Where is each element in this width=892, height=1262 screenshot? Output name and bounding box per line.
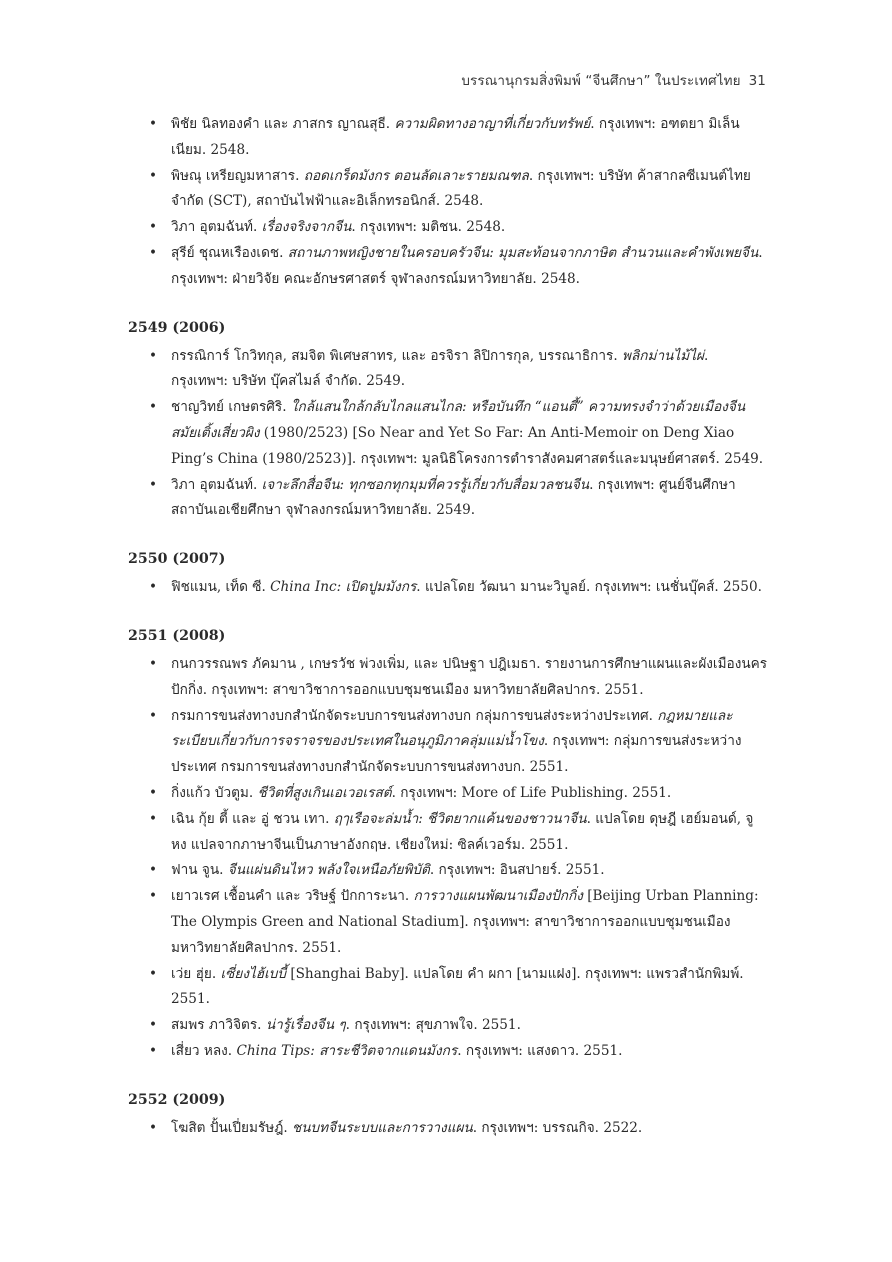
bibliography-entry — [128, 858, 768, 884]
year-section — [128, 112, 768, 293]
running-header — [461, 69, 766, 91]
bullet-icon: • — [149, 347, 158, 364]
year-heading: 2552 (2009) — [128, 1091, 226, 1108]
entry-title: การวางแผนพัฒนาเมืองปักกิ่ง — [413, 888, 583, 905]
bullet-icon: • — [149, 784, 158, 801]
entry-title: ความผิดทางอาญาที่เกี่ยวกับทรัพย์ — [394, 116, 591, 132]
bibliography-entry — [128, 704, 768, 781]
entry-author: กรรณิการ์ โกวิทกุล, สมจิต พิเศษสาทร, และ อรจิรา ลิปิการกุล, บรรณาธิการ. — [171, 347, 622, 364]
bibliography-entry — [128, 1039, 768, 1065]
bibliography-entry — [128, 575, 768, 601]
bullet-icon: • — [149, 862, 158, 879]
entry-title: ชนบทจีนระบบและการวางแผน — [292, 1119, 473, 1136]
entry-author: เฉิน กุ้ย ตี้ และ อู่ ชวน เทา. — [171, 810, 334, 827]
entry-title: เซี่ยงไฮ้เบบี้ — [220, 965, 286, 982]
year-heading: 2549 (2006) — [128, 319, 226, 336]
entry-publication: . กรุงเทพฯ: มติชน. 2548. — [351, 219, 506, 236]
entry-author: เสี่ยว หลง. — [171, 1042, 237, 1059]
entry-title: น่ารู้เรื่องจีน ๆ — [265, 1017, 346, 1034]
section-spacer — [128, 293, 768, 317]
bullet-icon: • — [149, 476, 158, 493]
bullet-icon: • — [149, 167, 158, 184]
bullet-icon: • — [149, 579, 158, 596]
section-spacer — [128, 601, 768, 625]
year-heading: 2551 (2008) — [128, 627, 226, 644]
bullet-icon: • — [149, 219, 158, 236]
section-spacer — [128, 1065, 768, 1089]
page-number: 31 — [748, 73, 766, 89]
entry-title: พลิกม่านไม้ไผ่ — [621, 347, 704, 364]
bibliography-entry — [128, 962, 768, 1014]
entry-list — [128, 652, 768, 1065]
entry-title: China Inc: เปิดปูมมังกร — [270, 579, 417, 596]
entry-publication: . กรุงเทพฯ: ฝ่ายวิจัย คณะอักษรศาสตร์ จุฬาลงกรณ์มหาวิทยาลัย. 2548. — [171, 244, 763, 287]
bullet-icon: • — [149, 965, 158, 982]
entry-title: ชีวิตที่สูงเกินเอเวอเรสต์ — [257, 784, 392, 801]
entry-title: เจาะลึกสื่อจีน: ทุกซอกทุกมุมที่ควรรู้เกี่ยวกับสื่อมวลชนจีน — [261, 476, 590, 493]
entry-title: สถานภาพหญิงชายในครอบครัวจีน: มุมสะท้อนจากภาษิต สำนวนและคำพังเพยจีน — [287, 244, 759, 261]
entry-author: วิภา อุตมฉันท์. — [171, 219, 262, 236]
entry-author: ชาญวิทย์ เกษตรศิริ. — [171, 399, 291, 416]
entry-publication: . กรุงเทพฯ: More of Life Publishing. 2551. — [391, 784, 672, 801]
entry-title: จีนแผ่นดินไหว พลังใจเหนือภัยพิบัติ — [227, 862, 430, 879]
bibliography-entry — [128, 1013, 768, 1039]
entry-author: กรมการขนส่งทางบกสำนักจัดระบบการขนส่งทางบก กลุ่มการขนส่งระหว่างประเทศ. — [171, 707, 658, 724]
entry-publication: [Shanghai Baby]. แปลโดย คำ ผกา [นามแฝง]. กรุงเทพฯ: แพรวสำนักพิมพ์. 2551. — [171, 965, 744, 1008]
entry-author: สมพร ภาวิจิตร. — [171, 1017, 266, 1034]
entry-title: ถอดเกร็ดมังกร ตอนลัดเลาะรายมณฑล — [303, 167, 529, 184]
bullet-icon: • — [149, 707, 158, 724]
bibliography-entry — [128, 215, 768, 241]
entry-publication: . กรุงเทพฯ: อฑตยา มิเล็นเนียม. 2548. — [171, 116, 740, 158]
entry-author: พิชัย นิลทองคำ และ ภาสกร ญาณสุธี. — [171, 116, 395, 132]
bibliography-entry — [128, 112, 768, 164]
entry-publication: . กรุงเทพฯ: แสงดาว. 2551. — [457, 1042, 623, 1059]
entry-title: ฤๅเรือจะล่มน้ำ: ชีวิตยากแค้นของชาวนาจีน — [333, 810, 587, 827]
bibliography-entry — [128, 807, 768, 859]
bibliography-entry — [128, 884, 768, 961]
entry-list — [128, 575, 768, 601]
entry-publication: . กรุงเทพฯ: บรรณกิจ. 2522. — [472, 1119, 643, 1136]
entry-author: วิภา อุตมฉันท์. — [171, 476, 262, 493]
entry-publication: . กรุงเทพฯ: สุขภาพใจ. 2551. — [345, 1017, 521, 1034]
bibliography-entry — [128, 781, 768, 807]
entry-author: เว่ย ฮุ่ย. — [171, 965, 221, 982]
bullet-icon: • — [149, 1119, 158, 1136]
year-section — [128, 1089, 768, 1142]
bullet-icon: • — [149, 1042, 158, 1059]
entry-publication: [Beijing Urban Planning: The Olympis Green and National Stadium]. กรุงเทพฯ: สาขาวิชาการออกแบบชุมชนเมือง มหาวิทยาลัยศิลปากร. 2551. — [171, 888, 759, 956]
bibliography-entry — [128, 344, 768, 396]
section-spacer — [128, 524, 768, 548]
entry-title: เรื่องจริงจากจีน — [261, 219, 352, 236]
bibliography-entry — [128, 164, 768, 216]
entry-list — [128, 112, 768, 293]
entry-author: ฟิชแมน, เท็ด ซี. — [171, 579, 271, 596]
bibliography-entry — [128, 1116, 768, 1142]
entry-author: กิ่งแก้ว บัวตูม. — [171, 784, 258, 801]
entry-author: เยาวเรศ เชื้อนคำ และ วริษฐ์ ปักการะนา. — [171, 888, 414, 905]
entry-publication: . แปลโดย วัฒนา มานะวิบูลย์. กรุงเทพฯ: เนชั่นบุ๊คส์. 2550. — [416, 579, 762, 596]
bibliography-entry — [128, 473, 768, 525]
entry-list — [128, 1116, 768, 1142]
entry-list — [128, 344, 768, 525]
bibliography-entry — [128, 241, 768, 293]
bullet-icon: • — [149, 116, 158, 132]
year-section — [128, 317, 768, 525]
year-heading: 2550 (2007) — [128, 551, 226, 568]
year-section — [128, 625, 768, 1065]
entry-title: China Tips: สาระชีวิตจากแดนมังกร — [236, 1042, 458, 1059]
bullet-icon: • — [149, 1017, 158, 1034]
entry-author: กนกวรรณพร ภัคมาน , เกษรวัช พ่วงเพิ่ม, และ ปนิษฐา ปฎิเมธา. รายงานการศึกษาแผนและผังเมืองนครปักกิ่ง. กรุงเทพฯ: สาขาวิชาการออกแบบชุมชนเมือง มหาวิทยาลัยศิลปากร. 2551. — [171, 655, 768, 698]
entry-publication: . กรุงเทพฯ: ศูนย์จีนศึกษา สถาบันเอเชียศึกษา จุฬาลงกรณ์มหาวิทยาลัย. 2549. — [171, 476, 736, 519]
bullet-icon: • — [149, 810, 158, 827]
entry-author: พิษณุ เหรียญมหาสาร. — [171, 167, 304, 184]
entry-publication: . กรุงเทพฯ: บริษัท ค้าสากลซีเมนต์ไทย จำกัด (SCT), สถาบันไฟฟ้าและอิเล็กทรอนิกส์. 2548. — [171, 167, 751, 210]
bibliography-content — [128, 112, 768, 1142]
bullet-icon: • — [149, 655, 158, 672]
entry-author: สุรีย์ ชุณหเรืองเดช. — [171, 244, 288, 261]
entry-publication: . กรุงเทพฯ: อินสปายร์. 2551. — [429, 862, 605, 879]
bibliography-entry — [128, 652, 768, 704]
entry-publication: . แปลโดย ดุษฎี เฮย์มอนด์, จู หง แปลจากภาษาจีนเป็นภาษาอังกฤษ. เชียงใหม่: ซิลค์เวอร์ม. 2551. — [171, 810, 754, 853]
entry-publication: . กรุงเทพฯ: กลุ่มการขนส่งระหว่างประเทศ กรมการขนส่งทางบกสำนักจัดระบบการขนส่งทางบก. 2551. — [171, 733, 742, 776]
year-section — [128, 548, 768, 601]
bullet-icon: • — [149, 888, 158, 905]
entry-author: โฆสิต ปั้นเปี่ยมรัษฎ์. — [171, 1119, 292, 1136]
entry-author: ฟาน จูน. — [171, 862, 228, 879]
entry-title: ใกล้แสนใกล้กลับไกลแสนไกล: หรือบันทึก “แอนตี้” ความทรงจำว่าด้วยเมืองจีนสมัยเติ้งเสี่ยวผิง — [171, 399, 746, 441]
entry-publication: (1980/2523) [So Near and Yet So Far: An Anti-Memoir on Deng Xiao Ping’s China (1980/2523)]. กรุงเทพฯ: มูลนิธิโครงการตำราสังคมศาสตร์และมนุษย์ศาสตร์. 2549. — [171, 424, 764, 467]
entry-title: กฎหมายและระเบียบเกี่ยวกับการจราจรของประเทศในอนุภูมิภาคลุ่มแม่น้ำโขง — [171, 707, 733, 750]
bibliography-entry — [128, 395, 768, 472]
entry-publication: . กรุงเทพฯ: บริษัท บุ๊คสไมล์ จำกัด. 2549. — [171, 347, 709, 390]
bullet-icon: • — [149, 244, 158, 261]
running-title: บรรณานุกรมสิ่งพิมพ์ “จีนศึกษา” ในประเทศไทย — [461, 73, 741, 89]
bullet-icon: • — [149, 399, 158, 416]
